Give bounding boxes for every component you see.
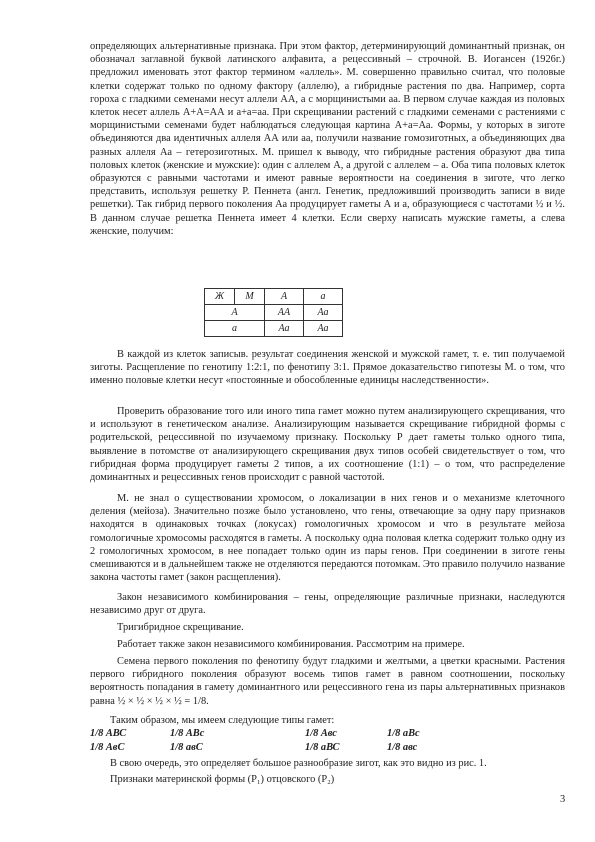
gamete-label: 1/8 аВС	[305, 742, 340, 753]
paragraph-test-cross: Проверить образование того или иного типа гамет можно путем анализирующего скрещивания, что и используют в генетическом анализе. Анализирующим называется скрещивание гибридной формы с родительской, рецессивной по изучаемому признаку. Поскольку Р дает гаметы только одного типа, выявление в потомстве от анализирующего скрещивания двух типов особей свидетельствует о том, что гибридная форма продуцирует гаметы 2 типов, а их соотношение (1:1) – о том, что распределение доминантных и рецессивных генов происходит с равной частотой.	[90, 406, 565, 484]
punnett-row	[205, 321, 343, 337]
gamete-label: 1/8 аВс	[387, 728, 420, 739]
punnett-header-row	[205, 289, 343, 305]
paragraph-chromosomes: М. не знал о существовании хромосом, о локализации в них генов и о механизме клеточного деления (мейоза). Значительно позже было установлено, что гены, отвечающие за одну пару признаков находятся в одинаковых точках (локусах) гомологичных хромосом и что в результате мейоза гомологичные хромосомы расходятся в гаметы. А поскольку одна половая клетка содержит только одну из 2 гомологичных хромосом, в нее попадает только один из пары генов. При соединении в зиготе гены смешиваются и в дальнейшем также не отделяются передаются потомкам. Это правило получило название закона частоты гамет (закон расщепления).	[90, 493, 565, 584]
punnett-cell: АА	[265, 305, 304, 321]
gamete-label: 1/8 авС	[170, 742, 203, 753]
paragraph-first-generation: Семена первого поколения по фенотипу будут гладкими и желтыми, а цветки красными. Растения первого гибридного поколения образуют восемь типов гамет в равном соотношении, поскольку вероятность попадания в гамету доминантного или рецессивного гена из пары альтернативных признаков равна ½ × ½ × ½ × ½ = 1/8.	[90, 656, 565, 707]
gamete-label: 1/8 АВС	[90, 728, 127, 739]
gamete-label: 1/8 авс	[387, 742, 418, 753]
gamete-label: 1/8 АВс	[170, 728, 205, 739]
punnett-header-female: Ж	[205, 289, 235, 305]
parent-traits-line: Признаки материнской формы (Р₁) отцовского (Р₂)	[110, 774, 335, 785]
page-number: 3	[560, 794, 566, 805]
punnett-row-gamete: А	[205, 305, 265, 321]
paragraph-mendel-alleles: определяющих альтернативные признака. При этом фактор, детерминирующий доминантный признак, он обозначал заглавной буквой латинского алфавита, а рецессивный – строчной. В. Иогансен (1926г.) предложил именовать этот фактор термином «аллель». М. совершенно правильно считал, что половые клетки содержат только по одному фактору (аллелю), а гибридные растения по два. Например, сорта гороха с гладкими семенами несут аллели АА, а с морщинистыми аа. В первом случае каждая из половых клеток несет аллель А+А=АА и а+а=аа. При скрещивании растений с гладкими семенами с растениями с морщинистыми семенами будет наблюдаться следующая картина А+а=Аа. Формы, у которых в зиготе объединяются два идентичных аллеля АА или аа, получили название гомозиготных, а объединяющих два разных аллеля Аа – гетерозиготных. М. пришел к выводу, что гибридные растения образуют два типа половых клеток (женские и мужские): один с аллелем А, а другой с аллелем – а. Оба типа половых клеток образуются с равными частотами и имеют равные вероятности на соединения в зиготе, что легко представить, используя решетку Р. Пеннета (англ. Генетик, предложивший производить записи в виде решетки). Так гибрид первого поколения Аа продуцирует гаметы А и а, образующиеся с частотами ½ и ½. В данном случае решетка Пеннета имеет 4 клетки. Если сверху написать мужские гаметы, а слева женские, получим:	[90, 41, 565, 237]
gamete-types-intro: Таким образом, мы имеем следующие типы гамет:	[110, 715, 335, 726]
zygote-diversity-note: В свою очередь, это определяет большое разнообразие зигот, как это видно из рис. 1.	[110, 758, 487, 769]
punnett-row-gamete: а	[205, 321, 265, 337]
punnett-cell: Аа	[304, 321, 343, 337]
gamete-label: 1/8 АвС	[90, 742, 125, 753]
punnett-header-male: М	[235, 289, 265, 305]
punnett-header-gamete-a: а	[304, 289, 343, 305]
paragraph-law-works: Работает также закон независимого комбинирования. Рассмотрим на примере.	[117, 639, 465, 650]
paragraph-zygote-result: В каждой из клеток записыв. результат соединения женской и мужской гамет, т. е. тип получаемой зиготы. Расщепление по генотипу 1:2:1, по фенотипу 3:1. Прямое доказательство гипотезы М. о том, что именно половые клетки несут «постоянные и обособленные единицы наследственности».	[90, 349, 565, 387]
punnett-cell: Аа	[304, 305, 343, 321]
gamete-label: 1/8 Авс	[305, 728, 337, 739]
paragraph-trihybrid: Тригибридное скрещивание.	[117, 622, 244, 633]
punnett-cell: Аа	[265, 321, 304, 337]
punnett-row	[205, 305, 343, 321]
paragraph-independent-law: Закон независимого комбинирования – гены, определяющие различные признаки, наследуются независимо друг от друга.	[90, 592, 565, 617]
punnett-square	[204, 288, 343, 337]
punnett-header-gamete-A: А	[265, 289, 304, 305]
